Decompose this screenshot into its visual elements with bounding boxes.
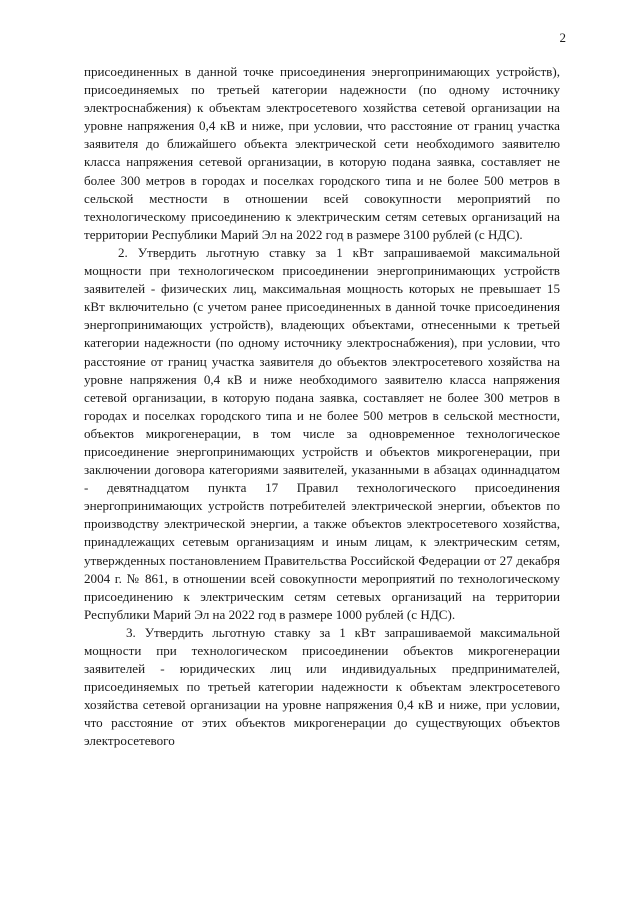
paragraph-continuation: присоединенных в данной точке присоединения энергопринимающих устройств), присоединяемых по третьей категории надежности (по одному источнику электроснабжения) к объектам электросетевого хозяйства сетевой организации на уровне напряжения 0,4 кВ и ниже, при условии, что расстояние от границ участка заявителя до ближайшего объекта электрической сети необходимого заявителю класса напряжения сетевой организации, в которую подана заявка, составляет не более 300 метров в городах и поселках городского типа и не более 500 метров в сельской местности в отношении всей совокупности мероприятий по технологическому присоединению к электрическим сетям сетевых организаций на территории Республики Марий Эл на 2022 год в размере 3100 рублей (с НДС). bbox=[84, 64, 560, 242]
document-body bbox=[84, 63, 560, 751]
paragraph-item-3: 3. Утвердить льготную ставку за 1 кВт запрашиваемой максимальной мощности при технологическом присоединении объектов микрогенерации заявителей - юридических лиц или индивидуальных предпринимателей, присоединяемых по третьей категории надежности к объектам электросетевого хозяйства сетевой организации на уровне напряжения 0,4 кВ и ниже, при условии, что расстояние от этих объектов микрогенерации до существующих объектов электросетевого bbox=[84, 624, 560, 749]
paragraph-item-2: 2. Утвердить льготную ставку за 1 кВт запрашиваемой максимальной мощности при технологическом присоединении энергопринимающих устройств заявителей - физических лиц, максимальная мощность которых не превышает 15 кВт включительно (с учетом ранее присоединенных в данной точке присоединения энергопринимающих устройств), владеющих объектами, отнесенными к третьей категории надежности (по одному источнику электроснабжения), при условии, что расстояние от границ участка заявителя до объектов электросетевого хозяйства на уровне напряжения 0,4 кВ и ниже необходимого заявителю класса напряжения сетевой организации, в которую подана заявка, составляет не более 300 метров в городах и поселках городского типа и не более 500 метров в сельской местности, объектов микрогенерации, в том числе за одновременное технологическое присоединение энергопринимающих устройств и объектов микрогенерации, при заключении договора категориями заявителей, указанными в абзацах одиннадцатом - девятнадцатом пункта 17 Правил технологического присоединения энергопринимающих устройств потребителей электрической энергии, объектов по производству электрической энергии, а также объектов электросетевого хозяйства, принадлежащих сетевым организациям и иным лицам, к электрическим сетям, утвержденных постановлением Правительства Российской Федерации от 27 декабря 2004 г. № 861, в отношении всей совокупности мероприятий по технологическому присоединению к электрическим сетям сетевых организаций на территории Республики Марий Эл на 2022 год в размере 1000 рублей (с НДС). bbox=[84, 244, 560, 622]
page-number: 2 bbox=[559, 30, 566, 45]
